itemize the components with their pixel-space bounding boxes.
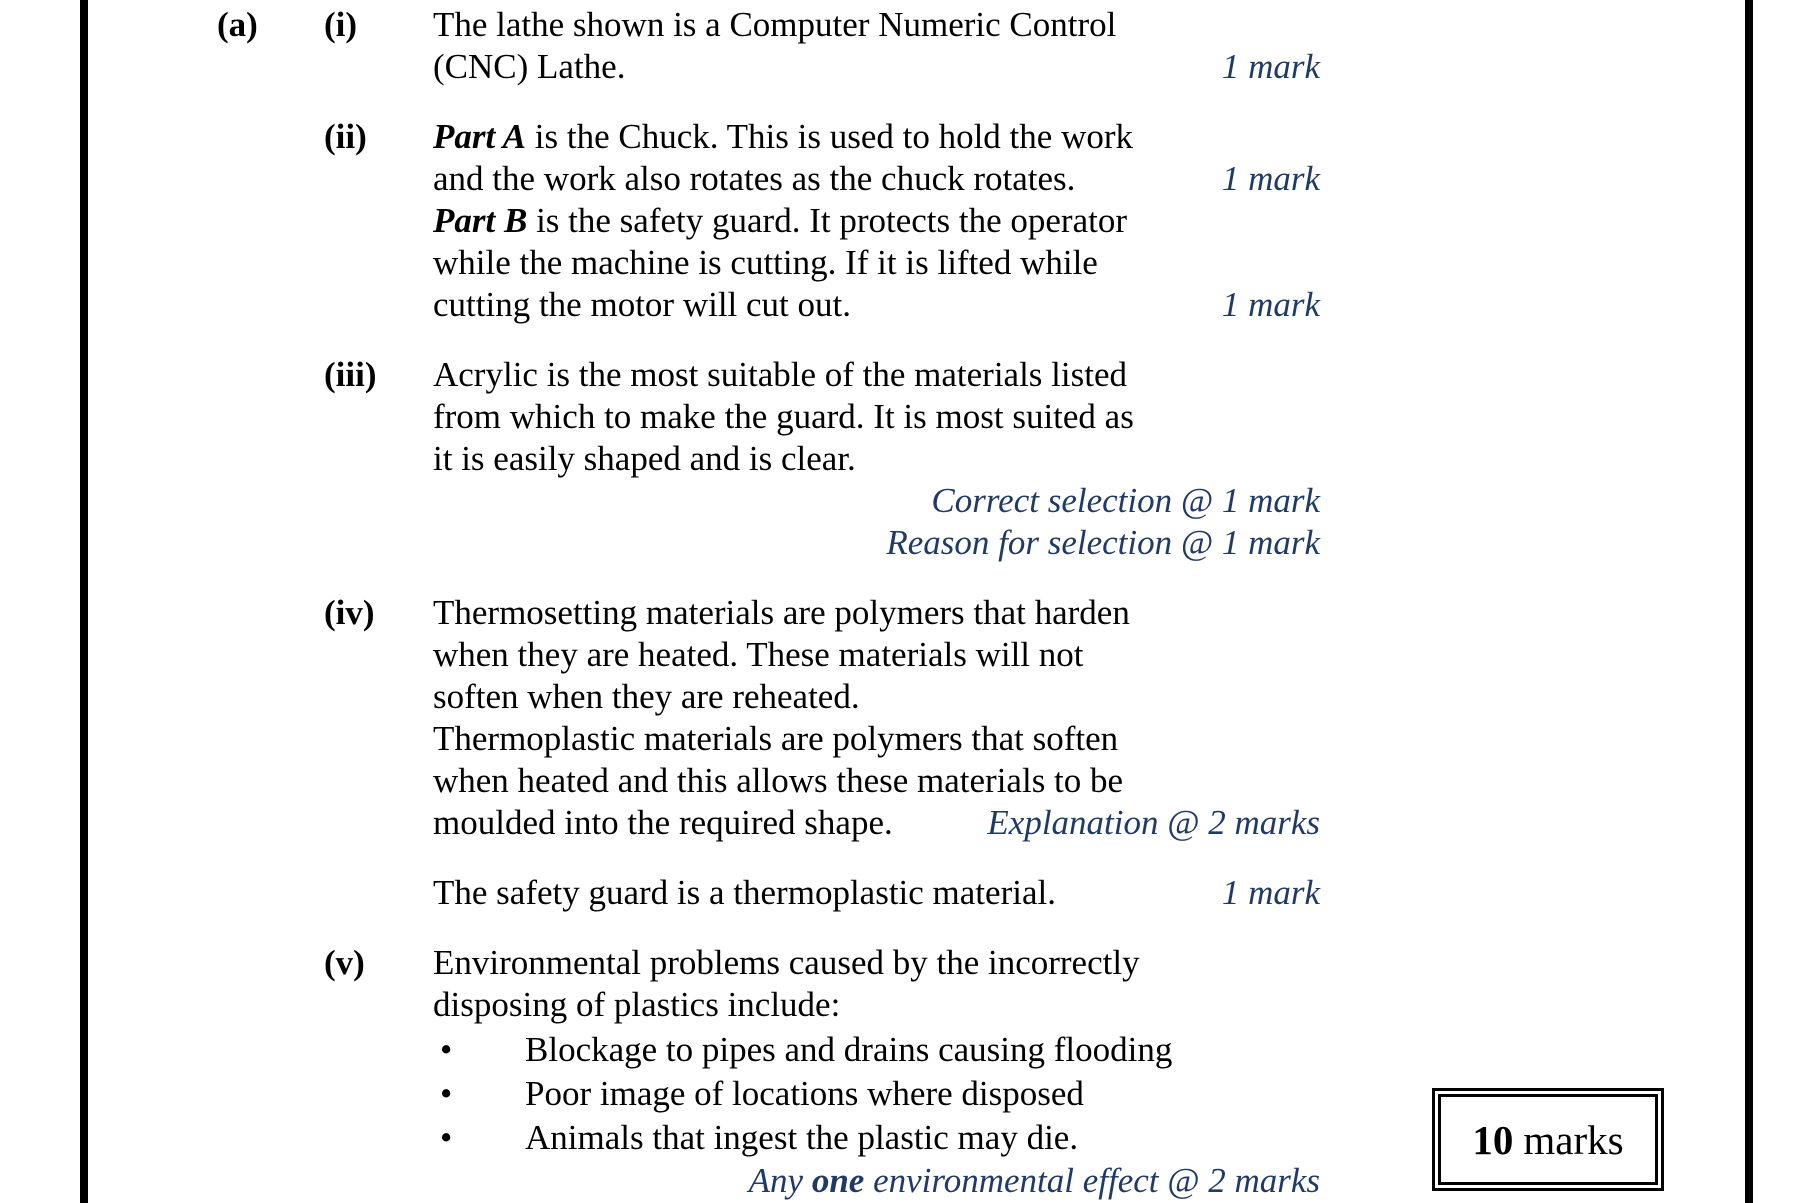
part-a-label: Part A bbox=[433, 117, 527, 156]
bullet-item: Animals that ingest the plastic may die. bbox=[525, 1118, 1079, 1157]
bullet-item: Blockage to pipes and drains causing flooding bbox=[525, 1030, 1173, 1069]
item-i-mark: 1 mark bbox=[1221, 47, 1320, 86]
item-iv-line-1: Thermosetting materials are polymers that harden bbox=[433, 593, 1130, 632]
item-ii-partB-mark: 1 mark bbox=[1221, 285, 1320, 324]
item-ii-partA-line-1 bbox=[433, 116, 1133, 158]
item-ii-partB-line-1 bbox=[433, 200, 1127, 242]
item-iv-extra-line: The safety guard is a thermoplastic material. bbox=[433, 873, 1056, 912]
item-ii-partB-line-2: while the machine is cutting. If it is lifted while bbox=[433, 243, 1098, 282]
item-iii-mark-reason: Reason for selection @ 1 mark bbox=[886, 523, 1320, 562]
item-ii-partA-mark: 1 mark bbox=[1221, 159, 1320, 198]
item-iii-mark-selection: Correct selection @ 1 mark bbox=[931, 481, 1320, 520]
item-iv-line-6: moulded into the required shape. bbox=[433, 803, 893, 842]
item-iv-line-2: when they are heated. These materials will not bbox=[433, 635, 1084, 674]
item-iii-line-3: it is easily shaped and is clear. bbox=[433, 439, 856, 478]
part-a-text: is the Chuck. This is used to hold the work bbox=[526, 117, 1133, 156]
item-i-line-2: (CNC) Lathe. bbox=[433, 47, 626, 86]
item-ii-partB-line-3: cutting the motor will cut out. bbox=[433, 285, 852, 324]
right-border-rule bbox=[1745, 0, 1753, 1203]
item-v-number: (v) bbox=[324, 943, 365, 982]
item-i-line-1: The lathe shown is a Computer Numeric Control bbox=[433, 5, 1117, 44]
item-v-mark bbox=[749, 1160, 1320, 1202]
item-v-mark-pre: Any bbox=[748, 1161, 812, 1200]
total-marks-box bbox=[1432, 1088, 1664, 1191]
item-i-number: (i) bbox=[324, 5, 358, 44]
item-v-line-2: disposing of plastics include: bbox=[433, 985, 841, 1024]
bullet-icon: • bbox=[440, 1118, 453, 1157]
item-v-mark-post: environmental effect @ 2 marks bbox=[864, 1161, 1320, 1200]
item-v-line-1: Environmental problems caused by the incorrectly bbox=[433, 943, 1140, 982]
part-label: (a) bbox=[217, 5, 258, 44]
total-marks-word: marks bbox=[1523, 1116, 1624, 1163]
bullet-icon: • bbox=[440, 1074, 453, 1113]
item-iv-mark: Explanation @ 2 marks bbox=[987, 803, 1320, 842]
total-marks-inner bbox=[1438, 1094, 1658, 1185]
item-iv-extra-mark: 1 mark bbox=[1221, 873, 1320, 912]
part-b-label: Part B bbox=[433, 201, 528, 240]
item-v-mark-bold: one bbox=[811, 1161, 865, 1200]
item-iii-line-2: from which to make the guard. It is most suited as bbox=[433, 397, 1134, 436]
part-b-text: is the safety guard. It protects the operator bbox=[527, 201, 1127, 240]
bullet-item: Poor image of locations where disposed bbox=[525, 1074, 1084, 1113]
item-iii-line-1: Acrylic is the most suitable of the materials listed bbox=[433, 355, 1128, 394]
item-iv-line-3: soften when they are reheated. bbox=[433, 677, 860, 716]
item-iii-number: (iii) bbox=[324, 355, 377, 394]
total-marks-number: 10 bbox=[1472, 1116, 1514, 1163]
item-iv-line-5: when heated and this allows these materials to be bbox=[433, 761, 1124, 800]
item-ii-number: (ii) bbox=[324, 117, 367, 156]
item-iv-number: (iv) bbox=[324, 593, 375, 632]
left-border-rule bbox=[80, 0, 88, 1203]
item-ii-partA-line-2: and the work also rotates as the chuck rotates. bbox=[433, 159, 1076, 198]
item-iv-line-4: Thermoplastic materials are polymers that soften bbox=[433, 719, 1119, 758]
bullet-icon: • bbox=[440, 1030, 453, 1069]
